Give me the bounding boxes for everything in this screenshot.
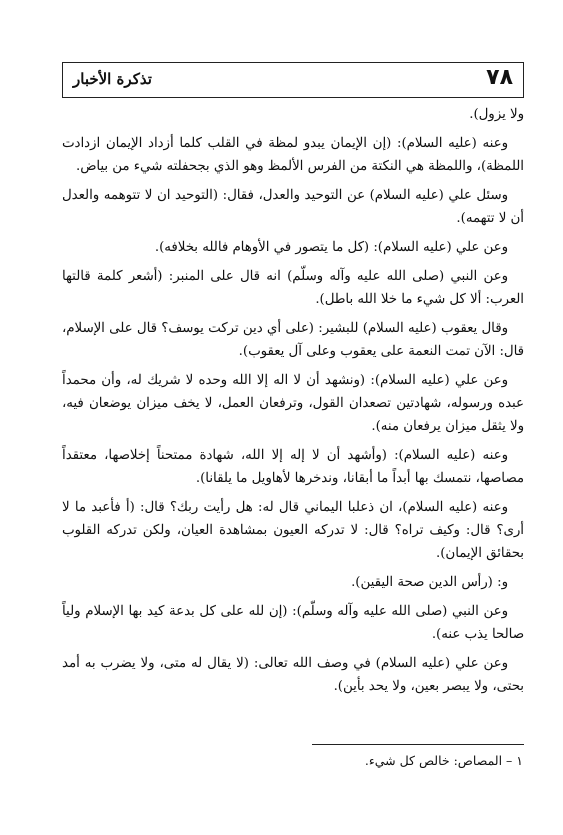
footnote: ١ – المصاص: خالص كل شيء.	[364, 753, 523, 768]
paragraph: وقال يعقوب (عليه السلام) للبشير: (على أي دين تركت يوسف؟ قال على الإسلام، قال: الآن تمت النعمة على يعقوب وعلى آل يعقوب).	[62, 321, 524, 359]
paragraph: وعن النبي (صلى الله عليه وآله وسلّم) انه قال على المنبر: (أشعر كلمة قالتها العرب: ألا كل شيء ما خلا الله باطل).	[62, 269, 524, 307]
paragraph: وعن علي (عليه السلام): (ونشهد أن لا اله إلا الله وحده لا شريك له، وأن محمداً عبده ورسوله، شهادتين تصعدان القول، وترفعان العمل، لا يخف ميزان يوضعان فيه، ولا يثقل ميزان يرفعان منه).	[62, 373, 524, 434]
paragraph: وعنه (عليه السلام): (وأشهد أن لا إله إلا الله، شهادة ممتحناً إخلاصها، معتقداً مصاصها، نتمسك بها أبداً ما أبقانا، وندخرها لأهاويل ما يلقانا).	[62, 448, 524, 486]
paragraph: وسئل علي (عليه السلام) عن التوحيد والعدل، فقال: (التوحيد ان لا تتوهمه والعدل أن لا تتهمه).	[62, 188, 524, 226]
footnote-divider	[312, 744, 524, 745]
paragraph: وعنه (عليه السلام): (إن الإيمان يبدو لمظة في القلب كلما أزداد الإيمان ازدادت اللمظة)، واللمظة هي النكتة من الفرس الألمظ وهو الذي بجحفلته شيء من بياض.	[62, 136, 524, 174]
paragraph: ولا يزول).	[469, 107, 524, 122]
paragraph: وعن النبي (صلى الله عليه وآله وسلّم): (إن لله على كل بدعة كيد بها الإسلام ولياً صالحا يذب عنه).	[62, 604, 524, 642]
body-text	[62, 103, 524, 704]
page-number: ٧٨	[486, 65, 513, 90]
paragraph: وعن علي (عليه السلام) في وصف الله تعالى: (لا يقال له متى، ولا يضرب به أمد بحتى، ولا يبصر بعين، ولا يحد بأين).	[62, 656, 524, 694]
paragraph: وعن علي (عليه السلام): (كل ما يتصور في الأوهام فالله بخلافه).	[154, 240, 508, 255]
book-title: تذكرة الأخبار	[73, 70, 152, 88]
paragraph: وعنه (عليه السلام)، ان ذعلبا اليماني قال له: هل رأيت ربك؟ قال: (أ فأعبد ما لا أرى؟ قال: وكيف تراه؟ قال: لا تدركه العيون بمشاهدة العيان، ولكن تدركه القلوب بحقائق الإيمان).	[62, 500, 524, 561]
page-header	[62, 62, 524, 98]
paragraph: و: (رأس الدين صحة اليقين).	[351, 575, 508, 590]
